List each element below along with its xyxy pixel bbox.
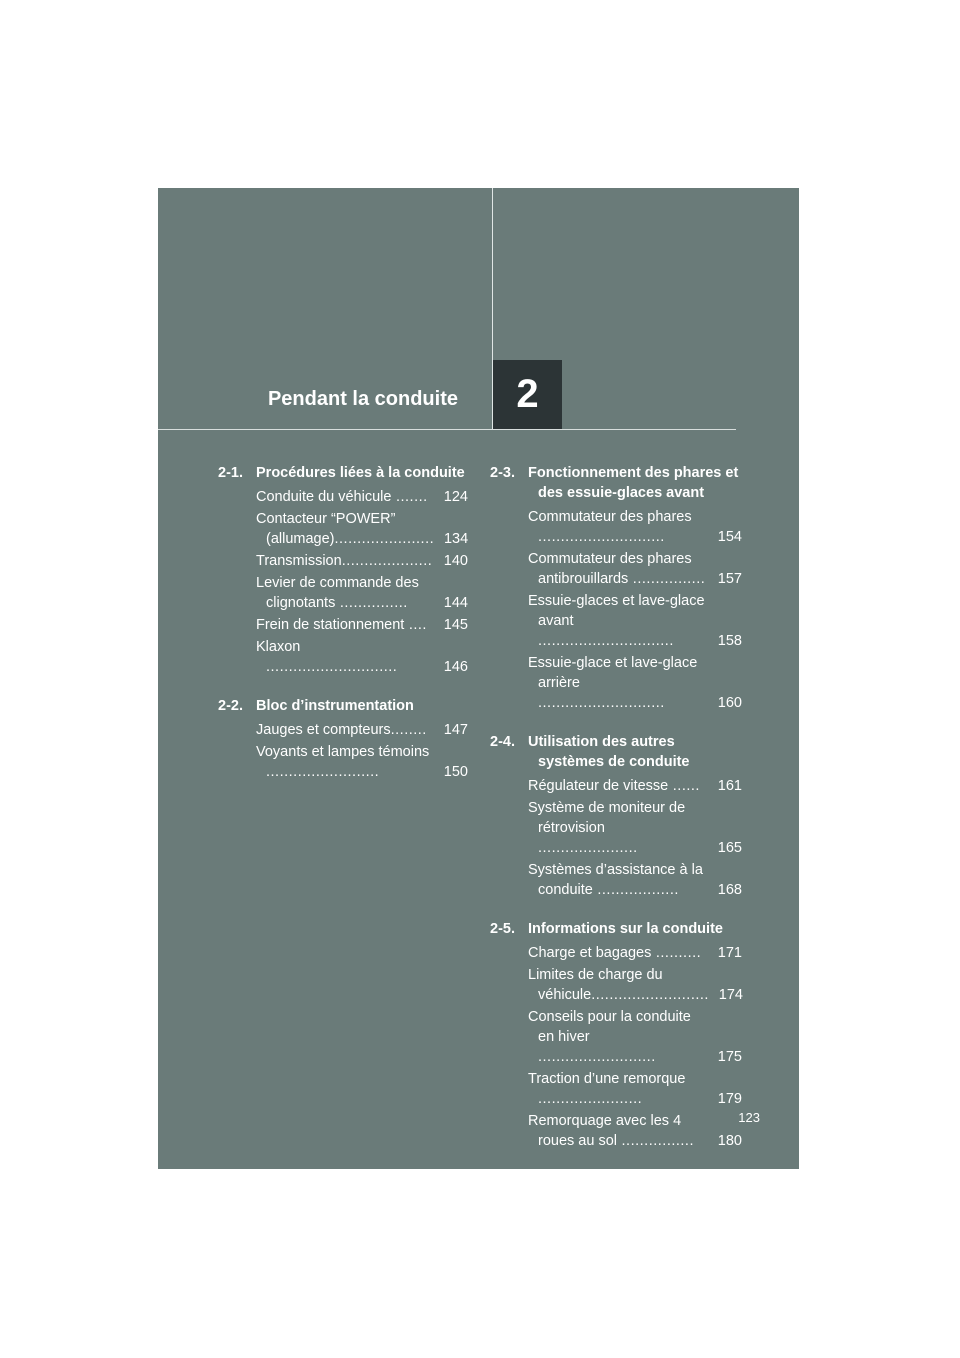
dot-leader: ..............................: [538, 633, 674, 649]
entry-page-number: 165: [717, 840, 742, 856]
entry-label: Conseils pour la conduite en hiver: [528, 1009, 691, 1045]
dot-leader: ..........: [651, 945, 702, 961]
entry-title: [528, 1007, 708, 1067]
dot-leader: .........................: [266, 764, 380, 780]
toc-entry[interactable]: [528, 860, 742, 900]
dot-leader: ........: [390, 722, 427, 738]
entry-title: [256, 487, 434, 507]
toc-entry[interactable]: [528, 1069, 742, 1109]
dot-leader: ...............: [335, 595, 408, 611]
dot-leader: ..................: [592, 882, 679, 898]
entry-title: [528, 653, 708, 713]
entry-page-number: 147: [443, 722, 468, 738]
entry-label: Levier de commande des clignotants: [256, 575, 419, 611]
entry-label: Traction d’une remorque: [528, 1071, 686, 1087]
entry-page-number: 168: [717, 882, 742, 898]
section-heading[interactable]: [490, 732, 742, 772]
entry-title: [528, 776, 708, 796]
section-number: 2-1.: [218, 465, 243, 481]
chapter-number-box: [493, 360, 562, 429]
toc-section: [218, 463, 468, 677]
entry-page-number: 154: [717, 529, 742, 545]
toc-section: [490, 463, 742, 713]
entry-page-number: 150: [443, 764, 468, 780]
dot-leader: ............................: [538, 529, 665, 545]
dot-leader: ....................: [341, 553, 433, 569]
dot-leader: ......: [668, 778, 700, 794]
entry-title: [528, 549, 708, 589]
toc-entry[interactable]: [256, 487, 468, 507]
horizontal-divider: [158, 429, 736, 430]
dot-leader: ................: [617, 1133, 694, 1149]
dot-leader: ......................: [334, 531, 435, 547]
entry-page-number: 140: [443, 553, 468, 569]
entry-label: Commutateur des phares: [528, 509, 692, 525]
entry-page-number: 146: [443, 659, 468, 675]
section-number: 2-3.: [490, 465, 515, 481]
entry-title: [256, 509, 434, 549]
toc-section: [490, 732, 742, 900]
section-heading[interactable]: [490, 919, 742, 939]
entry-label: Système de moniteur de rétrovision: [528, 800, 686, 836]
section-number: 2-2.: [218, 698, 243, 714]
entry-title: [256, 615, 434, 635]
toc-entry[interactable]: [256, 509, 468, 549]
entry-label: Jauges et compteurs: [256, 722, 391, 738]
entry-page-number: 175: [717, 1049, 742, 1065]
dot-leader: ......................: [538, 840, 638, 856]
entry-label: Essuie-glace et lave-glace arrière: [528, 655, 698, 691]
entry-label: Systèmes d’assistance à la conduite: [528, 862, 703, 898]
page-number: 123: [738, 1110, 760, 1125]
toc-entry[interactable]: [528, 776, 742, 796]
toc-entry[interactable]: [256, 742, 468, 782]
toc-entry[interactable]: [256, 551, 468, 571]
entry-page-number: 144: [443, 595, 468, 611]
entry-page-number: 158: [717, 633, 742, 649]
entry-label: Klaxon: [256, 639, 301, 655]
section-title: Bloc d’instrumentation: [256, 698, 414, 714]
entry-label: Contacteur “POWER” (allumage): [256, 511, 396, 547]
entry-label: Voyants et lampes témoins: [256, 744, 430, 760]
entry-title: [528, 1069, 708, 1109]
entry-title: [528, 507, 708, 547]
section-heading[interactable]: [490, 463, 742, 503]
entry-title: [528, 943, 708, 963]
entry-page-number: 180: [717, 1133, 742, 1149]
entry-label: Frein de stationnement: [256, 617, 405, 633]
entry-page-number: 161: [717, 778, 742, 794]
toc-entry[interactable]: [256, 637, 468, 677]
toc-entry[interactable]: [528, 591, 742, 651]
dot-leader: ..........................: [538, 1049, 656, 1065]
section-title: Fonctionnement des phares et des essuie-glaces avant: [528, 465, 739, 501]
entry-title: [528, 1111, 708, 1151]
entry-label: Charge et bagages: [528, 945, 652, 961]
toc-entry[interactable]: [256, 720, 468, 740]
dot-leader: .......................: [538, 1091, 643, 1107]
dot-leader: ................: [628, 571, 706, 587]
entry-page-number: 157: [717, 571, 742, 587]
entry-label: Essuie-glaces et lave-glace avant: [528, 593, 705, 629]
toc-entry[interactable]: [528, 653, 742, 713]
section-number: 2-4.: [490, 734, 515, 750]
chapter-title: Pendant la conduite: [267, 388, 458, 410]
toc-column-right: [490, 463, 742, 1170]
section-title: Informations sur la conduite: [528, 921, 723, 937]
entry-page-number: 174: [718, 987, 743, 1003]
entry-title: [256, 742, 434, 782]
entry-label: Limites de charge du véhicule: [528, 967, 663, 1003]
toc-entry[interactable]: [528, 965, 742, 1005]
toc-entry[interactable]: [256, 573, 468, 613]
toc-entry[interactable]: [528, 1007, 742, 1067]
dot-leader: .............................: [266, 659, 398, 675]
entry-title: [256, 573, 434, 613]
entry-title: [528, 798, 708, 858]
entry-title: [528, 591, 708, 651]
section-title: Utilisation des autres systèmes de conduite: [528, 734, 690, 770]
entry-page-number: 179: [717, 1091, 742, 1107]
dot-leader: ..........................: [591, 987, 709, 1003]
toc-section: [218, 696, 468, 782]
entry-page-number: 171: [717, 945, 742, 961]
entry-label: Commutateur des phares antibrouillards: [528, 551, 692, 587]
entry-title: [256, 720, 434, 740]
toc-entry[interactable]: [528, 507, 742, 547]
entry-label: Régulateur de vitesse: [528, 778, 669, 794]
entry-page-number: 160: [717, 695, 742, 711]
toc-entry[interactable]: [528, 549, 742, 589]
entry-title: [528, 965, 709, 1005]
section-number: 2-5.: [490, 921, 515, 937]
entry-title: [528, 860, 708, 900]
entry-label: Transmission: [256, 553, 342, 569]
entry-label: Conduite du véhicule: [256, 489, 392, 505]
toc-entry[interactable]: [528, 798, 742, 858]
toc-entry[interactable]: [256, 615, 468, 635]
chapter-number: 2: [516, 372, 539, 416]
toc-entry[interactable]: [528, 943, 742, 963]
entry-page-number: 134: [443, 531, 469, 547]
entry-page-number: 145: [443, 617, 468, 633]
section-heading[interactable]: [218, 463, 468, 483]
entry-title: [256, 551, 434, 571]
entry-title: [256, 637, 434, 677]
entry-page-number: 124: [443, 489, 468, 505]
dot-leader: ............................: [538, 695, 665, 711]
section-heading[interactable]: [218, 696, 468, 716]
dot-leader: ....: [404, 617, 427, 633]
entry-label: Remorquage avec les 4 roues au sol: [528, 1113, 682, 1149]
dot-leader: .......: [391, 489, 428, 505]
toc-column-left: [218, 463, 468, 801]
section-title: Procédures liées à la conduite: [256, 465, 465, 481]
